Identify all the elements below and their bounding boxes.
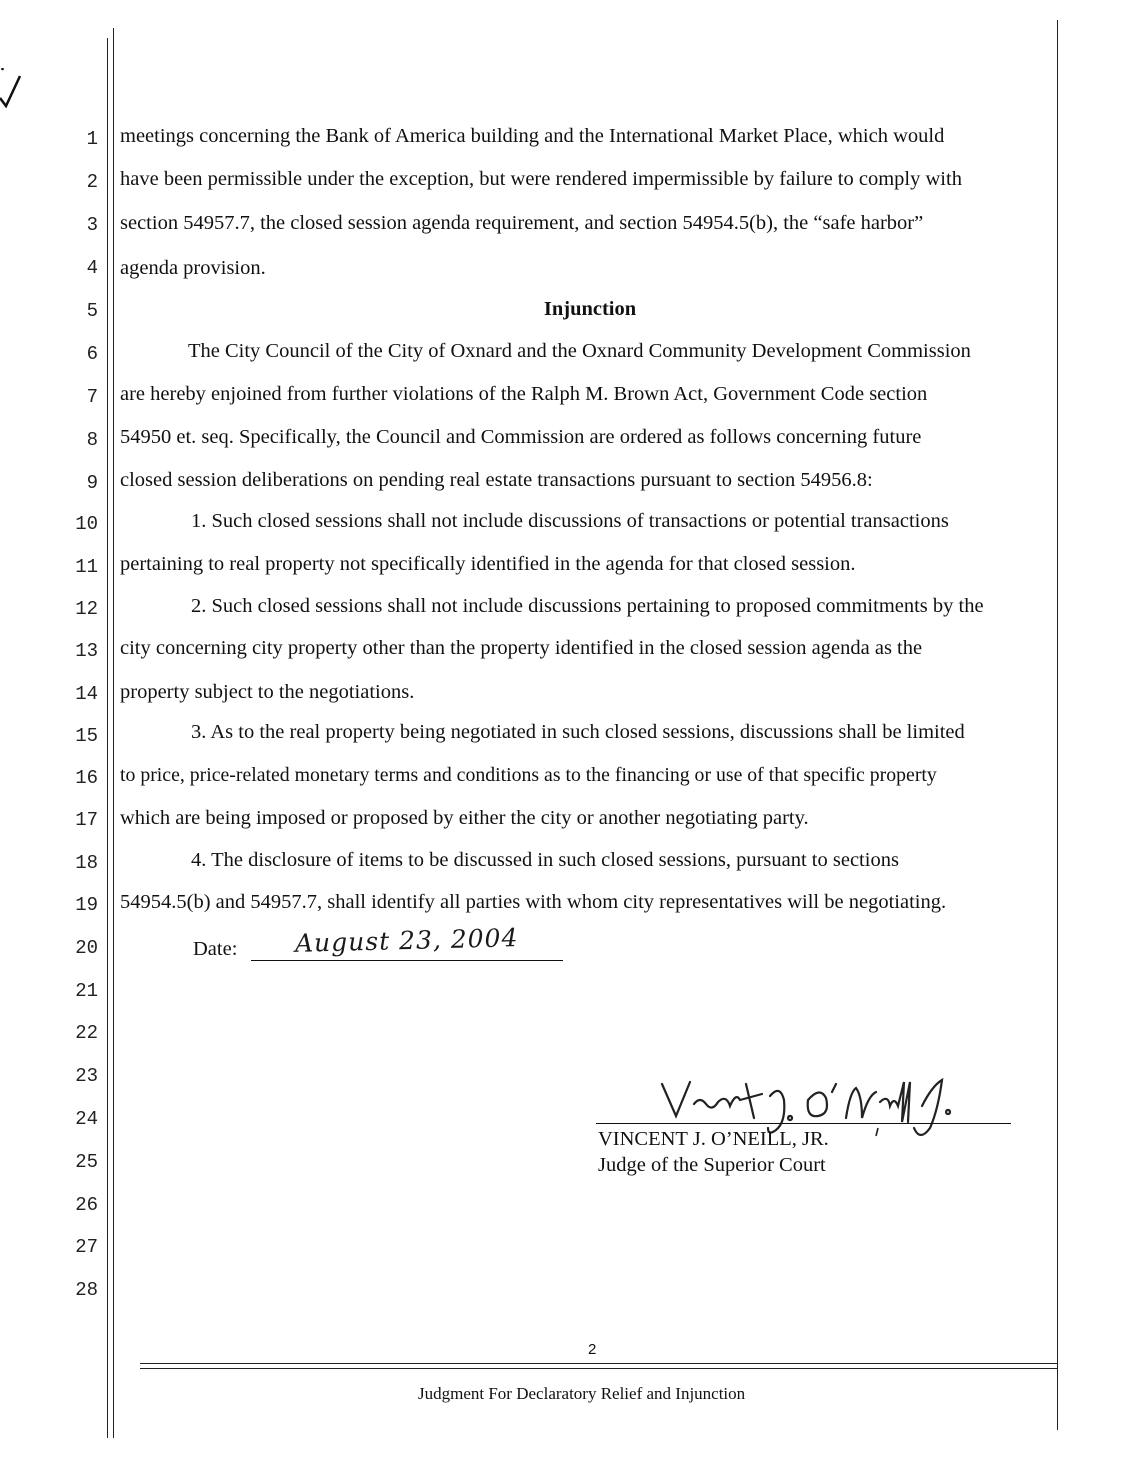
line-number: 28: [75, 1279, 98, 1301]
line-number: 8: [86, 429, 98, 451]
line-number: 6: [86, 343, 98, 365]
text-line: The City Council of the City of Oxnard and the Oxnard Community Development Commission: [188, 340, 971, 362]
date-underline: [251, 923, 563, 961]
footer-title: Judgment For Declaratory Relief and Injunction: [418, 1384, 746, 1403]
text-line: property subject to the negotiations.: [120, 681, 415, 703]
line-number: 9: [86, 472, 98, 494]
date-label: Date:: [193, 938, 238, 960]
line-number: 19: [75, 894, 98, 916]
text-line: section 54957.7, the closed session agenda requirement, and section 54954.5(b), the “safe harbor”: [120, 212, 924, 234]
line-number: 21: [75, 980, 98, 1002]
text-line: which are being imposed or proposed by either the city or another negotiating party.: [120, 807, 809, 829]
line-number: 5: [86, 300, 98, 322]
text-line: have been permissible under the exception, but were rendered impermissible by failure to comply with: [120, 168, 962, 190]
text-line: 2. Such closed sessions shall not include discussions pertaining to proposed commitments by the: [191, 595, 984, 617]
line-number: 14: [75, 683, 98, 705]
check-mark-icon: [0, 68, 24, 108]
line-number: 12: [75, 598, 98, 620]
line-number: 13: [75, 640, 98, 662]
line-number: 7: [86, 386, 98, 408]
handwritten-date: August 23, 2004: [295, 923, 520, 958]
text-line: 3. As to the real property being negotiated in such closed sessions, discussions shall be limited: [191, 721, 965, 743]
line-number: 3: [86, 214, 98, 236]
line-number: 20: [75, 937, 98, 959]
line-number: 25: [75, 1151, 98, 1173]
text-line: city concerning city property other than the property identified in the closed session agenda as the: [120, 637, 923, 659]
line-number: 16: [75, 767, 98, 789]
text-line: meetings concerning the Bank of America building and the International Market Place, which would: [120, 125, 945, 147]
left-margin-rule-inner: [113, 28, 114, 1438]
line-number: 22: [75, 1022, 98, 1044]
signer-name: VINCENT J. O’NEILL, JR.: [598, 1128, 829, 1150]
left-margin-rule: [107, 38, 108, 1438]
text-line: pertaining to real property not specifically identified in the agenda for that closed session.: [120, 553, 856, 575]
signer-title: Judge of the Superior Court: [598, 1154, 826, 1176]
line-number: 17: [75, 809, 98, 831]
text-line: closed session deliberations on pending real estate transactions pursuant to section 54956.8:: [120, 469, 873, 491]
line-number: 27: [75, 1236, 98, 1258]
text-line: to price, price-related monetary terms and conditions as to the financing or use of that specific property: [120, 764, 937, 786]
text-line: 54950 et. seq. Specifically, the Council and Commission are ordered as follows concerning future: [120, 426, 922, 448]
page-number: 2: [588, 1341, 597, 1358]
text-line: are hereby enjoined from further violations of the Ralph M. Brown Act, Government Code section: [120, 383, 928, 405]
section-heading: Injunction: [543, 298, 637, 320]
line-number: 24: [75, 1108, 98, 1130]
text-line: 4. The disclosure of items to be discussed in such closed sessions, pursuant to sections: [191, 849, 899, 871]
line-number: 18: [75, 852, 98, 874]
line-number: 11: [75, 556, 98, 578]
footer-rule: [140, 1363, 1058, 1364]
line-number: 23: [75, 1065, 98, 1087]
line-number: 1: [86, 128, 98, 150]
text-line: agenda provision.: [120, 257, 266, 279]
line-number: 2: [86, 171, 98, 193]
text-line: 54954.5(b) and 54957.7, shall identify all parties with whom city representatives will be negotiating.: [120, 891, 947, 913]
line-number: 26: [75, 1194, 98, 1216]
text-line: 1. Such closed sessions shall not include discussions of transactions or potential transactions: [191, 510, 949, 532]
footer-rule-inner: [140, 1368, 1058, 1369]
line-number: 10: [75, 513, 98, 535]
line-number: 4: [86, 257, 98, 279]
date-row: [193, 923, 563, 961]
line-number: 15: [75, 725, 98, 747]
signature-line: [596, 1123, 1011, 1124]
